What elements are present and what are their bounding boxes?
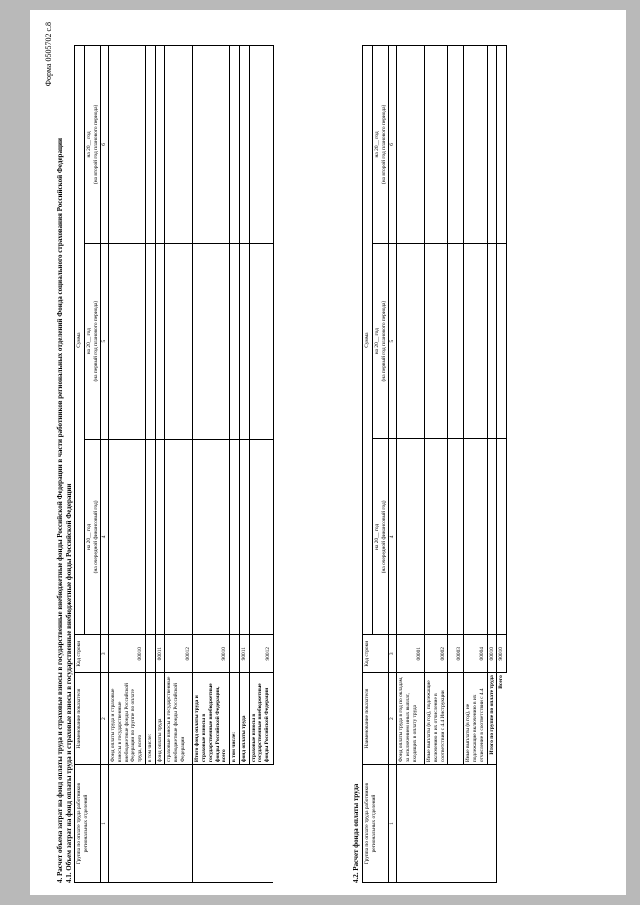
row-name: Иные выплаты (в год), подлежащие включению в их отчисление в соответствии с 4.4 Инструкции [425,673,448,765]
section-4-heading: 4. Расчет объема затрат на фонд оплаты труда и страховые взносы в государственные внебюджетные фонды Российской Федерации в части работников региональных отделений Фонда социального страхования Российской Федерации [56,137,64,883]
header-year-first: на 20__ год (на первый год планового периода) [372,243,389,439]
table-row [448,46,464,883]
row-code: 90011 [239,635,249,673]
header-name: Наименование показателя [363,673,389,765]
table-row [239,46,249,883]
header-year-second: на 20__ год (на второй год планового периода) [84,46,101,244]
table-4-2 [362,45,507,883]
table-row [230,46,240,883]
header-year-current: на 20__ год (на очередной финансовый год) [84,439,101,635]
row-code: 00003 [448,635,464,673]
table-row [487,46,497,883]
header-year-current: на 20__ год (на очередной финансовый год) [372,439,389,635]
document-page [30,10,626,895]
table-row [397,46,425,883]
header-name: Наименование показателя [75,673,101,765]
row-code: 00012 [165,635,193,673]
header-code: Код строки [363,635,389,673]
header-year-second: на 20__ год (на второй год планового периода) [372,46,389,244]
header-year-first: на 20__ год (на первый год планового периода) [84,243,101,439]
row-code: 90010 [193,635,230,673]
row-name: страховые взносы в государственные внебюджетные фонды Российской Федерации [249,673,273,765]
table-row [155,46,165,883]
row-name: Фонд оплаты труда и страховые взносы в государственные внебюджетные фонды Российской Федерации по группе по оплате труда, всего [109,673,146,765]
form-number: Форма 0505702 с.8 [44,22,53,87]
row-code: 00004 [464,635,487,673]
section-4-2-heading: 4.2. Расчет фонда оплаты труда [352,783,360,883]
header-group: Группа по оплате труда работников региональных отделений [363,765,389,883]
row-code: 90012 [249,635,273,673]
row-name: Фонд оплаты труда в год по окладам, за исключением иных выплат, входящих в оплату труда [397,673,425,765]
row-name [448,673,464,765]
rotated-page-content [30,10,626,895]
total-code: 90010 [497,635,507,673]
row-name: в том числе: [230,673,240,765]
table-4-1 [74,45,274,883]
table-row [249,46,273,883]
row-name: фонд оплаты труда [155,673,165,765]
group-cell [397,765,497,883]
column-numbers-row: 1 2 3 4 5 6 [101,46,109,883]
row-name: Итого фонд оплаты труда и страховые взносы в государственные внебюджетные фонды Российской Федерации, всего [193,673,230,765]
header-group: Группа по оплате труда работников региональных отделений [75,765,101,883]
row-name: Итого по группе по оплате труда [487,673,497,765]
row-code: 00002 [425,635,448,673]
table-total-row [497,46,507,883]
table-row [165,46,193,883]
row-code: 00010 [487,635,497,673]
table-header-row [75,46,85,883]
row-name: Иные выплаты (в год), не подлежащие включению в их отчисление в соответствии с 4.4 [464,673,487,765]
table-header-row [363,46,373,883]
column-numbers-row: 1 2 3 4 5 6 [389,46,397,883]
table-row [109,46,146,883]
group-cell [109,765,193,883]
table-row [145,46,155,883]
header-sums: Сумма [75,46,85,635]
row-name: фонд оплаты труда [239,673,249,765]
row-code: 00011 [155,635,165,673]
table-row [193,46,230,883]
table-row [464,46,487,883]
section-4-1-heading: 4.1. Объем затрат на фонд оплаты труда и страховые взносы в государственные внебюджетные фонды Российской Федерации [65,483,73,883]
row-code: 00001 [397,635,425,673]
table-row [425,46,448,883]
total-label: Всего [498,675,505,689]
row-name: страховые взносы в государственные внебюджетные фонды Российской Федерации [165,673,193,765]
header-code: Код строки [75,635,101,673]
header-sums: Сумма [363,46,373,635]
row-name: в том числе: [145,673,155,765]
row-code: 00010 [109,635,146,673]
